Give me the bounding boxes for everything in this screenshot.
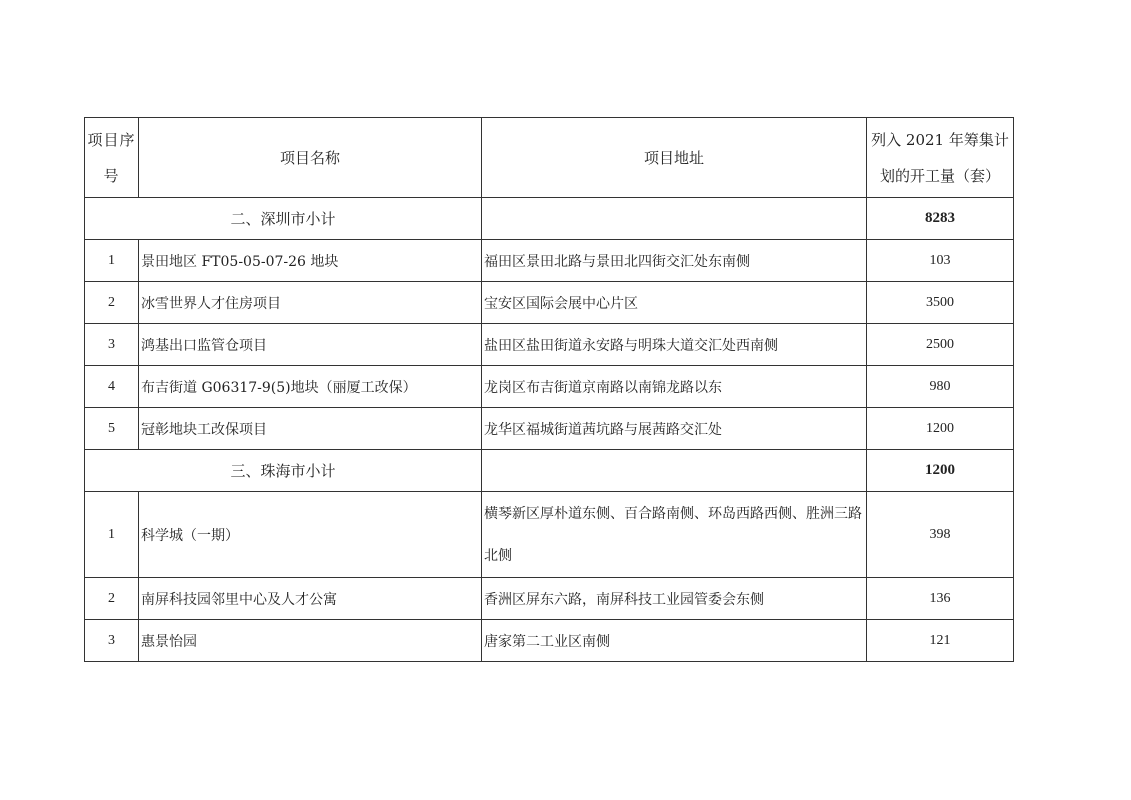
row-address: 唐家第二工业区南侧 bbox=[482, 620, 867, 662]
subtotal-row-zhuhai bbox=[85, 450, 1014, 492]
row-quantity: 136 bbox=[867, 578, 1014, 620]
table-row bbox=[85, 408, 1014, 450]
header-quantity: 列入 2021 年筹集计划的开工量（套） bbox=[867, 118, 1014, 198]
row-name: 鸿基出口监管仓项目 bbox=[139, 324, 482, 366]
subtotal-title: 三、珠海市小计 bbox=[85, 450, 482, 492]
row-seq: 4 bbox=[85, 366, 139, 408]
row-seq: 2 bbox=[85, 578, 139, 620]
table-row bbox=[85, 366, 1014, 408]
row-name: 南屏科技园邻里中心及人才公寓 bbox=[139, 578, 482, 620]
subtotal-address-empty bbox=[482, 198, 867, 240]
row-seq: 3 bbox=[85, 324, 139, 366]
table-row bbox=[85, 240, 1014, 282]
row-seq: 3 bbox=[85, 620, 139, 662]
row-quantity: 103 bbox=[867, 240, 1014, 282]
row-name: 冠彰地块工改保项目 bbox=[139, 408, 482, 450]
row-quantity: 2500 bbox=[867, 324, 1014, 366]
row-seq: 2 bbox=[85, 282, 139, 324]
subtotal-row-shenzhen bbox=[85, 198, 1014, 240]
row-name: 景田地区 FT05-05-07-26 地块 bbox=[139, 240, 482, 282]
header-seq: 项目序号 bbox=[85, 118, 139, 198]
row-address: 福田区景田北路与景田北四街交汇处东南侧 bbox=[482, 240, 867, 282]
table-row bbox=[85, 282, 1014, 324]
subtotal-title: 二、深圳市小计 bbox=[85, 198, 482, 240]
row-address: 横琴新区厚朴道东侧、百合路南侧、环岛西路西侧、胜洲三路北侧 bbox=[482, 492, 867, 578]
row-quantity: 980 bbox=[867, 366, 1014, 408]
table-header-row bbox=[85, 118, 1014, 198]
row-seq: 1 bbox=[85, 492, 139, 578]
table-row bbox=[85, 324, 1014, 366]
row-address: 龙华区福城街道茜坑路与展茜路交汇处 bbox=[482, 408, 867, 450]
header-address: 项目地址 bbox=[482, 118, 867, 198]
row-seq: 5 bbox=[85, 408, 139, 450]
row-name: 冰雪世界人才住房项目 bbox=[139, 282, 482, 324]
row-quantity: 121 bbox=[867, 620, 1014, 662]
subtotal-value: 1200 bbox=[867, 450, 1014, 492]
subtotal-address-empty bbox=[482, 450, 867, 492]
row-seq: 1 bbox=[85, 240, 139, 282]
row-quantity: 398 bbox=[867, 492, 1014, 578]
row-address: 香洲区屏东六路，南屏科技工业园管委会东侧 bbox=[482, 578, 867, 620]
row-quantity: 1200 bbox=[867, 408, 1014, 450]
row-name: 布吉街道 G06317-9(5)地块（丽厦工改保） bbox=[139, 366, 482, 408]
header-name: 项目名称 bbox=[139, 118, 482, 198]
table-row bbox=[85, 578, 1014, 620]
table-row bbox=[85, 492, 1014, 578]
row-address: 龙岗区布吉街道京南路以南锦龙路以东 bbox=[482, 366, 867, 408]
row-quantity: 3500 bbox=[867, 282, 1014, 324]
row-address: 盐田区盐田街道永安路与明珠大道交汇处西南侧 bbox=[482, 324, 867, 366]
subtotal-value: 8283 bbox=[867, 198, 1014, 240]
row-name: 惠景怡园 bbox=[139, 620, 482, 662]
project-table bbox=[84, 117, 1014, 662]
row-address: 宝安区国际会展中心片区 bbox=[482, 282, 867, 324]
table-row bbox=[85, 620, 1014, 662]
row-name: 科学城（一期） bbox=[139, 492, 482, 578]
